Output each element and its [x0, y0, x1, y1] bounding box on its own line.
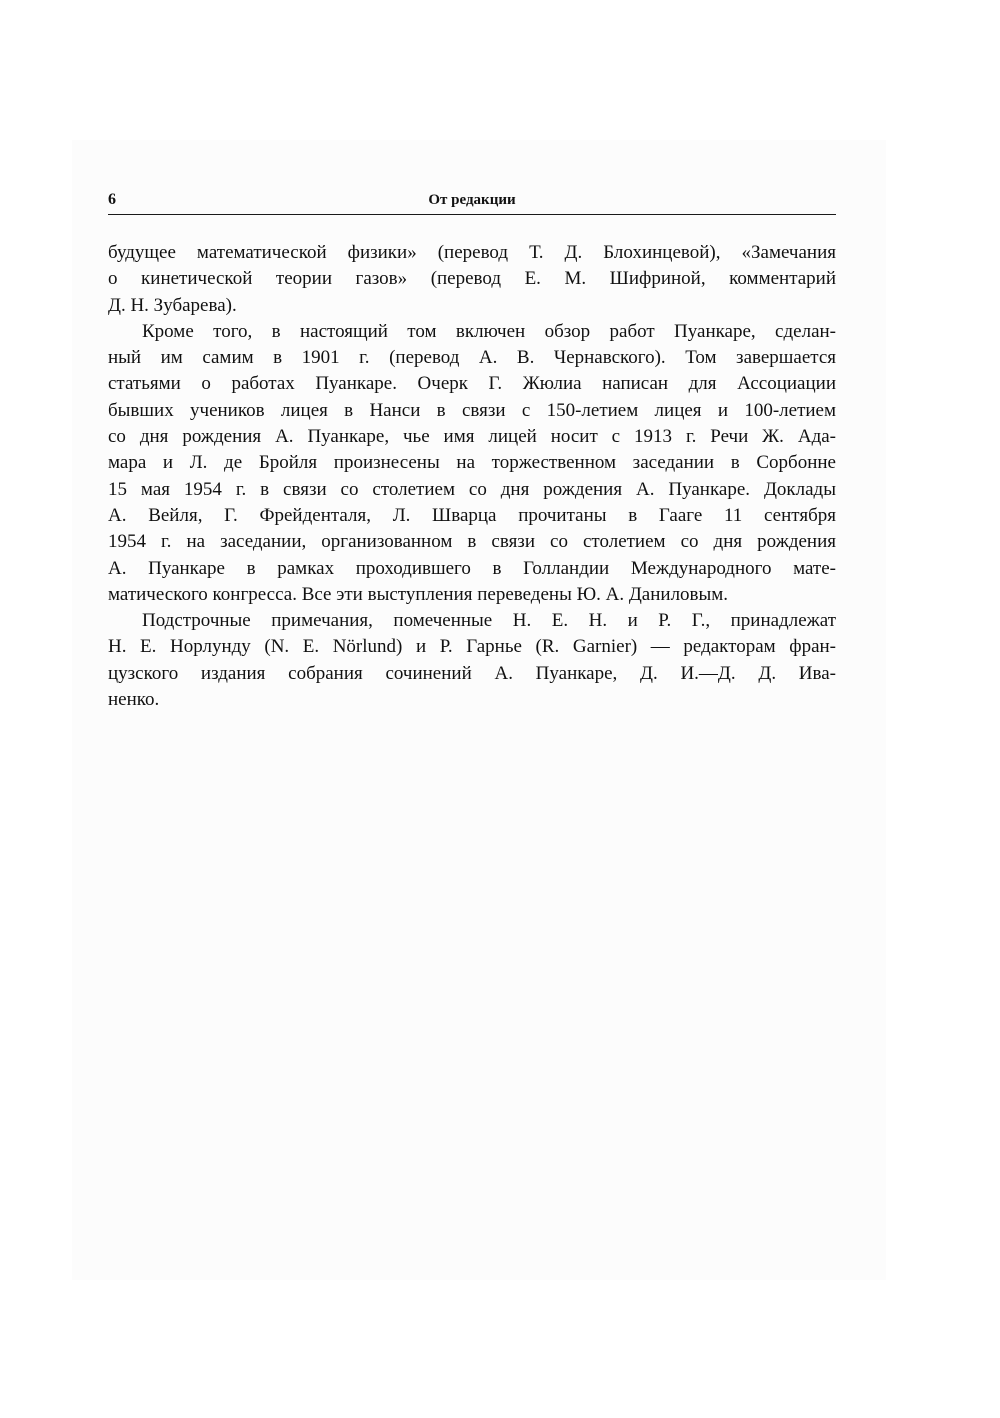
text-line: Кроме того, в настоящий том включен обзор работ Пуанкаре, сделан-: [142, 320, 836, 342]
text-line: ный им самим в 1901 г. (перевод А. В. Чернавского). Том завершается: [108, 347, 836, 369]
text-line: А. Пуанкаре в рамках проходившего в Голландии Международного мате-: [108, 557, 836, 579]
text-line: бывших учеников лицея в Нанси в связи с 150-летием лицея и 100-летием: [108, 399, 836, 421]
body-text: [108, 240, 836, 713]
text-line: будущее математической физики» (перевод Т. Д. Блохинцевой), «Замечания: [108, 242, 836, 263]
text-line: мара и Л. де Бройля произнесены на торжественном заседании в Сорбонне: [108, 452, 836, 474]
text-line: ненко.: [108, 689, 160, 711]
text-line: со дня рождения А. Пуанкаре, чье имя лицей носит с 1913 г. Речи Ж. Ада-: [108, 426, 836, 448]
page-number: 6: [108, 191, 116, 208]
text-line: А. Вейля, Г. Фрейденталя, Л. Шварца прочитаны в Гааге 11 сентября: [108, 504, 836, 526]
running-header: [108, 188, 836, 215]
paragraph-1: [108, 240, 836, 319]
running-title: От редакции: [428, 192, 516, 208]
text-line: статьями о работах Пуанкаре. Очерк Г. Жюлиа написан для Ассоциации: [108, 373, 836, 395]
text-line: матического конгресса. Все эти выступления переведены Ю. А. Даниловым.: [108, 583, 729, 605]
text-line: 1954 г. на заседании, организованном в связи со столетием со дня рождения: [108, 531, 836, 553]
paragraph-3: [108, 608, 836, 713]
text-line: 15 мая 1954 г. в связи со столетием со дня рождения А. Пуанкаре. Доклады: [108, 478, 836, 500]
text-line: Д. Н. Зубарева).: [108, 294, 237, 316]
text-line: Н. Е. Норлунду (N. E. Nörlund) и Р. Гарнье (R. Garnier) — редакторам фран-: [108, 636, 836, 658]
paragraph-2: [108, 319, 836, 608]
text-line: Подстрочные примечания, помеченные Н. Е. Н. и Р. Г., принадлежат: [142, 610, 836, 632]
text-line: цузского издания собрания сочинений А. Пуанкаре, Д. И.—Д. Д. Ива-: [108, 662, 836, 684]
text-line: о кинетической теории газов» (перевод Е. М. Шифриной, комментарий: [108, 268, 836, 290]
